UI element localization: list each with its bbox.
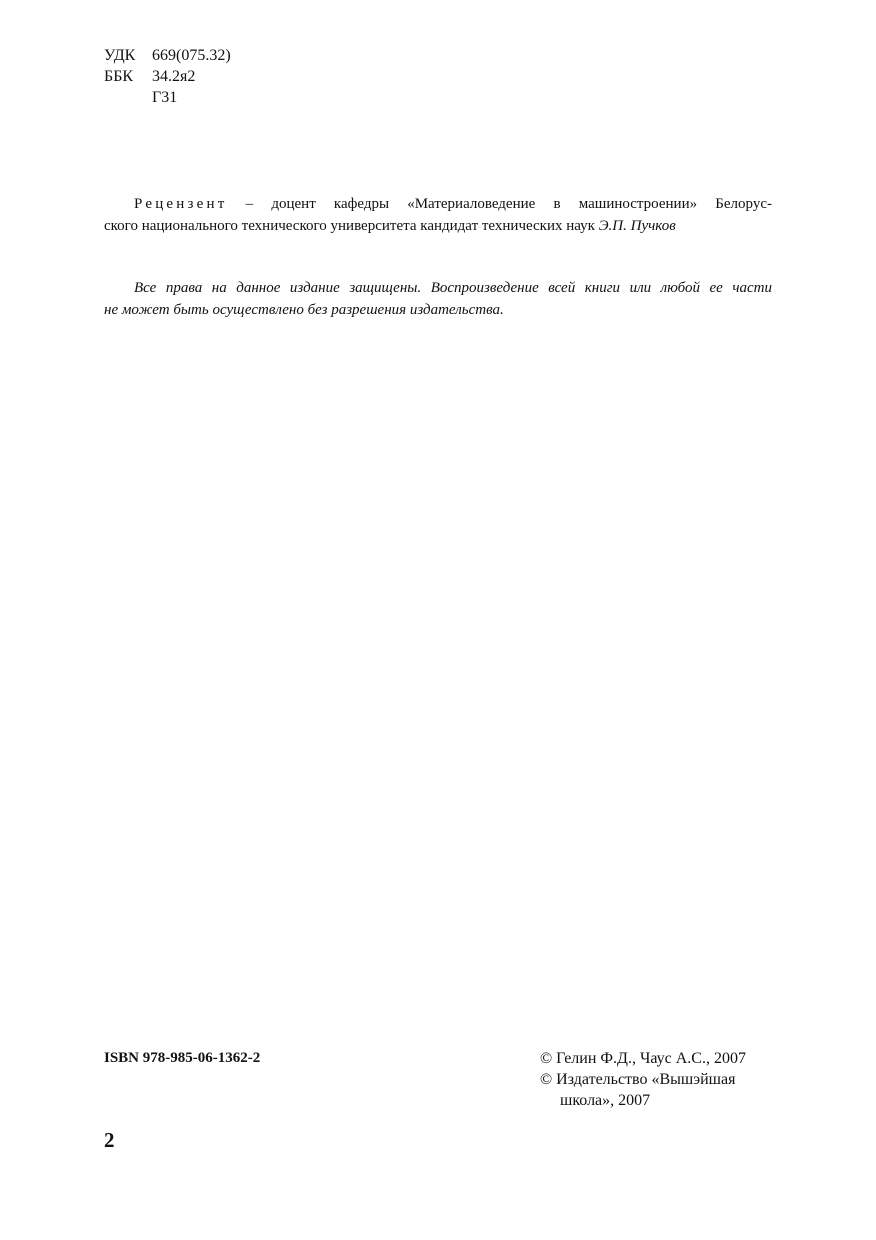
reviewer-line-2: [104, 215, 772, 237]
rights-line-1: Все права на данное издание защищены. Воспроизведение всей книги или любой ее части: [134, 280, 772, 296]
bbk-label: ББК: [104, 68, 134, 85]
bbk-row: [104, 66, 231, 87]
rights-line-2: не может быть осуществлено без разрешения издательства.: [104, 302, 504, 318]
isbn: ISBN 978-985-06-1362-2: [104, 1050, 261, 1066]
reviewer-line-2-text: ского национального технического университета кандидат технических наук: [104, 218, 599, 234]
reviewer-paragraph: [104, 193, 772, 237]
reviewer-line-1: [104, 193, 772, 215]
classification-block: [104, 45, 231, 108]
bbk-value: 34.2я2: [152, 68, 196, 85]
reviewer-label: Рецензент: [134, 196, 228, 212]
copyright-block: [540, 1048, 780, 1111]
author-mark-row: [104, 87, 231, 108]
rights-notice: [104, 277, 772, 321]
reviewer-name: Э.П. Пучков: [598, 218, 676, 234]
copyright-line-3: школа», 2007: [560, 1092, 651, 1109]
udk-label: УДК: [104, 47, 136, 64]
udk-row: [104, 45, 231, 66]
reviewer-line-1-text: – доцент кафедры «Материаловедение в машиностроении» Белорус-: [227, 196, 772, 212]
udk-value: 669(075.32): [152, 47, 231, 64]
copyright-line-1: © Гелин Ф.Д., Чаус А.С., 2007: [540, 1050, 746, 1067]
copyright-line-2: © Издательство «Вышэйшая: [540, 1071, 736, 1088]
page-number: 2: [104, 1128, 115, 1152]
author-mark: Г31: [152, 89, 178, 106]
